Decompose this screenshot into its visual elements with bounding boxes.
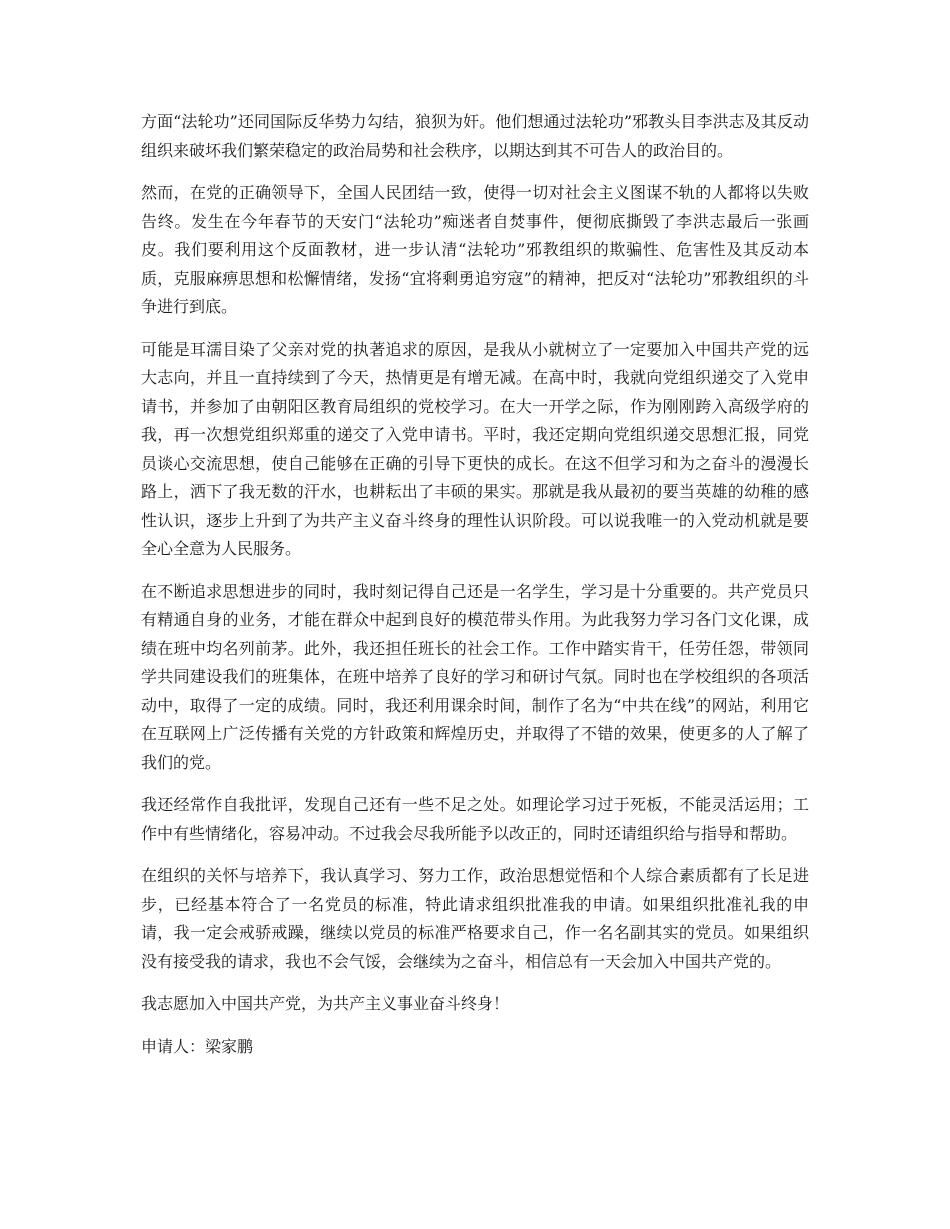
paragraph-6: 在组织的关怀与培养下，我认真学习、努力工作，政治思想觉悟和个人综合素质都有了长足进步，已经基本符合了一名党员的标准，特此请求组织批准我的申请。如果组织批准礼我的申请，我一定会戒骄戒躁，继续以党员的标准严格要求自己，作一名名副其实的党员。如果组织没有接受我的请求，我也不会气馁，会继续为之奋斗，相信总有一天会加入中国共产党的。 (141, 866, 809, 971)
paragraph-3: 可能是耳濡目染了父亲对党的执著追求的原因，是我从小就树立了一定要加入中国共产党的远大志向，并且一直持续到了今天，热情更是有增无减。在高中时，我就向党组织递交了入党申请书，并参加了由朝阳区教育局组织的党校学习。在大一开学之际，作为刚刚跨入高级学府的我，再一次想党组织郑重的递交了入党申请书。平时，我还定期向党组织递交思想汇报，同党员谈心交流思想，使自己能够在正确的引导下更快的成长。在这不但学习和为之奋斗的漫漫长路上，洒下了我无数的汗水，也耕耘出了丰硕的果实。那就是我从最初的要当英雄的幼稚的感性认识，逐步上升到了为共产主义奋斗终身的理性认识阶段。可以说我唯一的入党动机就是要全心全意为人民服务。 (141, 339, 809, 558)
closing-statement: 我志愿加入中国共产党，为共产主义事业奋斗终身！ (141, 994, 510, 1013)
paragraph-2: 然而，在党的正确领导下，全国人民团结一致，使得一切对社会主义图谋不轨的人都将以失败告终。发生在今年春节的天安门“法轮功”痴迷者自焚事件，便彻底撕毁了李洪志最后一张画皮。我们要利用这个反面教材，进一步认清“法轮功”邪教组织的欺骗性、危害性及其反动本质，克服麻痹思想和松懈情绪，发扬“宜将剩勇追穷寇”的精神，把反对“法轮功”邪教组织的斗争进行到底。 (141, 183, 809, 316)
applicant-signature: 申请人：梁家鹏 (141, 1036, 254, 1056)
document-body (141, 108, 809, 1061)
paragraph-5: 我还经常作自我批评，发现自己还有一些不足之处。如理论学习过于死板，不能灵活运用；工作中有些情绪化，容易冲动。不过我会尽我所能予以改正的，同时还请组织给与指导和帮助。 (141, 795, 809, 843)
paragraph-4: 在不断追求思想进步的同时，我时刻记得自己还是一名学生，学习是十分重要的。共产党员只有精通自身的业务，才能在群众中起到良好的模范带头作用。为此我努力学习各门文化课，成绩在班中均名列前茅。此外，我还担任班长的社会工作。工作中踏实肯干，任劳任怨，带领同学共同建设我们的班集体，在班中培养了良好的学习和研讨气氛。同时也在学校组织的各项活动中，取得了一定的成绩。同时，我还利用课余时间，制作了名为“中共在线”的网站，利用它在互联网上广泛传播有关党的方针政策和辉煌历史，并取得了不错的效果，使更多的人了解了我们的党。 (141, 581, 809, 772)
paragraph-1: 方面“法轮功”还同国际反华势力勾结，狼狈为奸。他们想通过法轮功”邪教头目李洪志及其反动组织来破坏我们繁荣稳定的政治局势和社会秩序，以期达到其不可告人的政治目的。 (141, 112, 809, 160)
